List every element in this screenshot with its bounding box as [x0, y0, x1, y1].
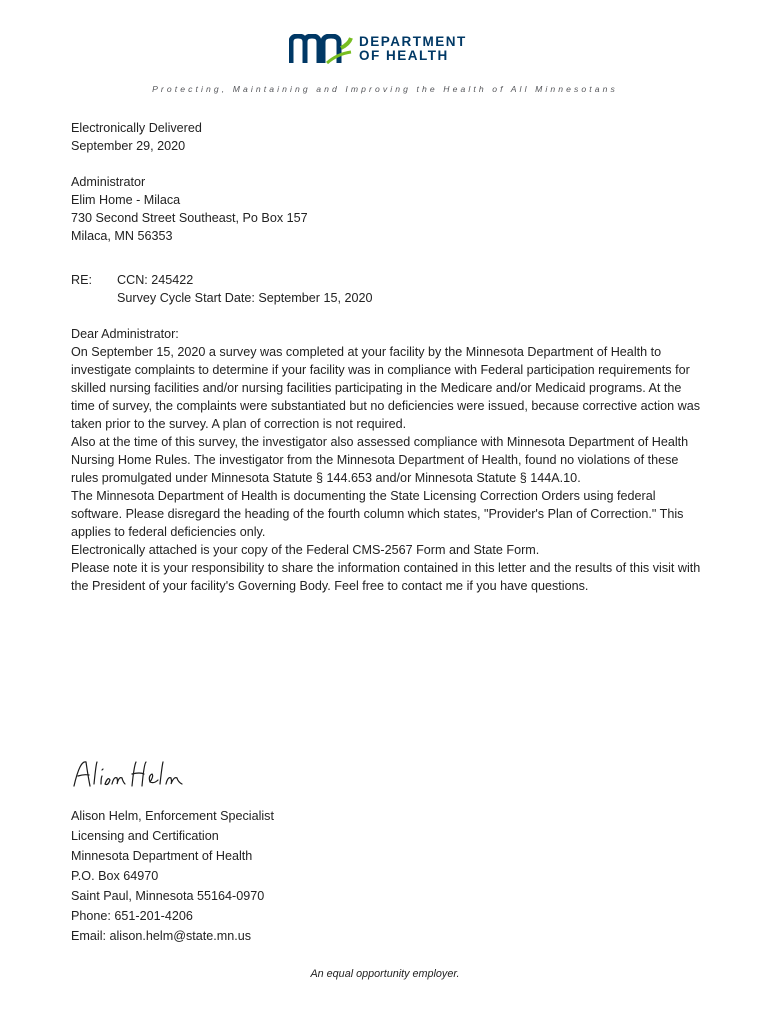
- signer-email: Email: alison.helm@state.mn.us: [71, 929, 252, 943]
- paragraph: Please note it is your responsibility to share the information contained in this letter and the results of this visit with the President of your facility's Governing Body. Feel free to contact me if you have questions.: [71, 561, 701, 593]
- signature: [70, 756, 190, 797]
- recipient-line: Administrator: [71, 175, 146, 189]
- paragraph: Also at the time of this survey, the investigator also assessed compliance with Minnesota Department of Health Nursing Home Rules. The investigator from the Minnesota Department of Health, found no violations of these rules promulgated under Minnesota Statute § 144.653 and/or Minnesota Statute § 144A.10.: [71, 435, 689, 485]
- logo-line-2: OF HEALTH: [359, 48, 449, 63]
- recipient-address: [71, 173, 701, 245]
- footer-note: An equal opportunity employer.: [310, 968, 460, 980]
- re-label: RE:: [71, 273, 92, 287]
- re-block: [71, 271, 701, 307]
- recipient-line: Elim Home - Milaca: [71, 193, 181, 207]
- logo-wordmark: [359, 35, 467, 63]
- signer-line: Licensing and Certification: [71, 829, 219, 843]
- signer-line: P.O. Box 64970: [71, 869, 159, 883]
- letter-date: September 29, 2020: [71, 139, 186, 153]
- signer-line: Alison Helm, Enforcement Specialist: [71, 809, 274, 823]
- handwritten-signature-icon: [70, 756, 190, 792]
- mn-logo-icon: [289, 34, 353, 64]
- recipient-line: 730 Second Street Southeast, Po Box 157: [71, 211, 308, 225]
- signer-line: Phone: 651-201-4206: [71, 909, 193, 923]
- signer-line: Saint Paul, Minnesota 55164-0970: [71, 889, 265, 903]
- salutation: Dear Administrator:: [71, 327, 179, 341]
- signer-line: Minnesota Department of Health: [71, 849, 253, 863]
- logo-line-1: DEPARTMENT: [359, 34, 467, 49]
- letterhead: [0, 34, 770, 74]
- re-line: CCN: 245422: [117, 273, 194, 287]
- mdh-logo: [289, 34, 467, 64]
- re-details: [117, 271, 373, 307]
- paragraph: The Minnesota Department of Health is documenting the State Licensing Correction Orders using federal software. Please disregard the heading of the fourth column which states, "Provider's Plan of Correction." This applies to federal deficiencies only.: [71, 489, 684, 539]
- tagline: Protecting, Maintaining and Improving the Health of All Minnesotans: [152, 84, 618, 94]
- delivery-block: [71, 119, 701, 155]
- paragraph: Electronically attached is your copy of the Federal CMS-2567 Form and State Form.: [71, 543, 540, 557]
- delivery-method: Electronically Delivered: [71, 121, 202, 135]
- letter-body: [71, 119, 701, 595]
- signature-block: [71, 806, 274, 946]
- re-line: Survey Cycle Start Date: September 15, 2020: [117, 291, 373, 305]
- paragraph: On September 15, 2020 a survey was completed at your facility by the Minnesota Department of Health to investigate complaints to determine if your facility was in compliance with Federal participation requirements for skilled nursing facilities and/or nursing facilities participating in the Medicare and/or Medicaid programs. At the time of survey, the complaints were substantiated but no deficiencies were issued, because corrective action was taken prior to the survey. A plan of correction is not required.: [71, 345, 701, 431]
- recipient-line: Milaca, MN 56353: [71, 229, 173, 243]
